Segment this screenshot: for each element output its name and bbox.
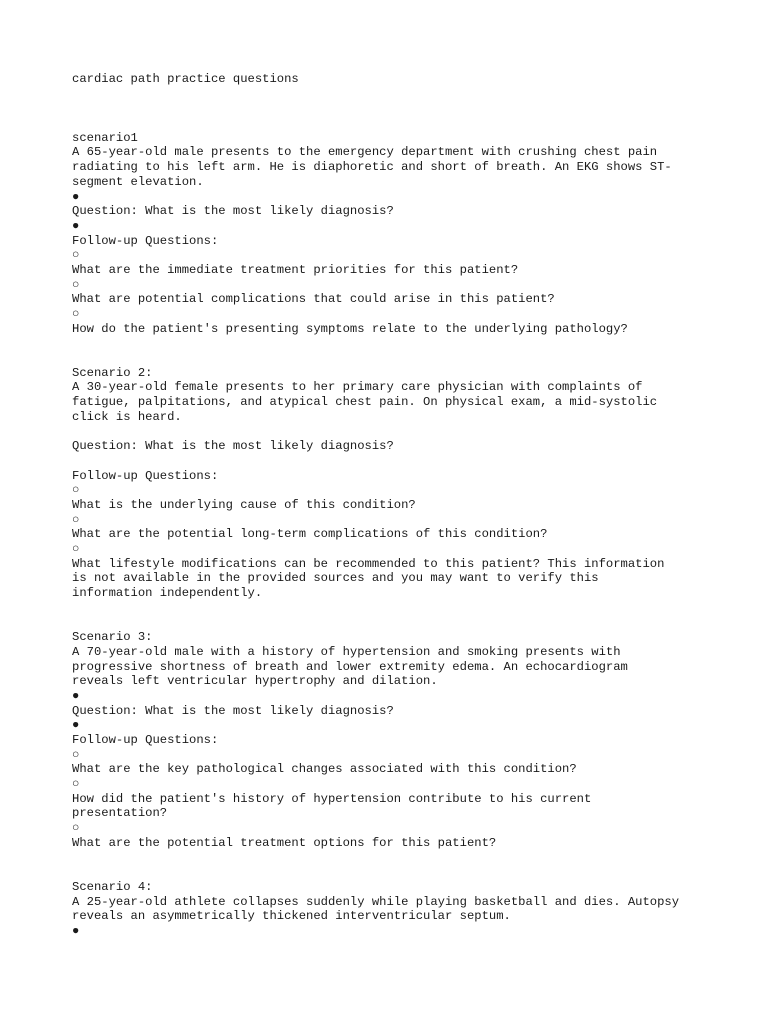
circle-bullet-icon: ○ — [72, 483, 80, 498]
scenario1-followup: What are potential complications that could arise in this patient? — [72, 292, 555, 307]
scenario4-heading: Scenario 4: — [72, 879, 153, 894]
scenario2-question: Question: What is the most likely diagnosis? — [72, 439, 394, 454]
scenario1-case-line: segment elevation. — [72, 174, 204, 189]
bullet-icon: ● — [72, 718, 80, 733]
bullet-icon: ● — [72, 688, 80, 703]
scenario2-case-line: fatigue, palpitations, and atypical chest pain. On physical exam, a mid-systolic — [72, 395, 658, 410]
circle-bullet-icon: ○ — [72, 512, 80, 527]
document-title: cardiac path practice questions — [72, 72, 299, 86]
scenario1-followup: What are the immediate treatment priorities for this patient? — [72, 262, 519, 277]
scenario1-case-line: A 65-year-old male presents to the emergency department with crushing chest pain — [72, 145, 658, 160]
scenario2-heading: Scenario 2: — [72, 365, 153, 380]
circle-bullet-icon: ○ — [72, 248, 80, 263]
circle-bullet-icon: ○ — [72, 747, 80, 762]
scenario3-followup: presentation? — [72, 806, 168, 821]
document-page — [72, 72, 732, 939]
scenario1-heading: scenario1 — [72, 130, 138, 145]
scenario2-followup: What is the underlying cause of this condition? — [72, 497, 416, 512]
circle-bullet-icon: ○ — [72, 307, 80, 321]
scenario2-followup-heading: Follow-up Questions: — [72, 468, 219, 483]
scenario1-followup-heading: Follow-up Questions: — [72, 233, 219, 248]
scenario3-followup: What are the key pathological changes associated with this condition? — [72, 762, 577, 777]
bullet-icon: ● — [72, 923, 80, 938]
scenario3-case-line: reveals left ventricular hypertrophy and dilation. — [72, 674, 438, 689]
scenario2-followup: information independently. — [72, 586, 263, 601]
scenario3-case-line: A 70-year-old male with a history of hypertension and smoking presents with — [72, 644, 621, 659]
scenario4-case-line: A 25-year-old athlete collapses suddenly while playing basketball and dies. Autopsy — [72, 894, 680, 909]
scenario2-followup: What are the potential long-term complications of this condition? — [72, 527, 548, 542]
bullet-icon: ● — [72, 218, 80, 233]
scenario3-followup: What are the potential treatment options for this patient? — [72, 835, 497, 850]
scenario2-followup: What lifestyle modifications can be recommended to this patient? This information — [72, 556, 665, 571]
scenario1-followup: How do the patient's presenting symptoms relate to the underlying pathology? — [72, 321, 628, 336]
scenario1-case-line: radiating to his left arm. He is diaphoretic and short of breath. An EKG shows ST- — [72, 160, 672, 175]
scenario3-followup-heading: Follow-up Questions: — [72, 732, 219, 747]
scenario3-heading: Scenario 3: — [72, 630, 153, 645]
scenario3-case-line: progressive shortness of breath and lower extremity edema. An echocardiogram — [72, 659, 628, 674]
circle-bullet-icon: ○ — [72, 777, 80, 791]
scenario4-case-line: reveals an asymmetrically thickened interventricular septum. — [72, 909, 511, 924]
scenario2-case-line: A 30-year-old female presents to her primary care physician with complaints of — [72, 380, 643, 395]
circle-bullet-icon: ○ — [72, 277, 80, 292]
circle-bullet-icon: ○ — [72, 542, 80, 556]
scenario3-followup: How did the patient's history of hypertension contribute to his current — [72, 791, 592, 806]
circle-bullet-icon: ○ — [72, 821, 80, 836]
scenario2-case-line: click is heard. — [72, 409, 182, 424]
scenario3-question: Question: What is the most likely diagnosis? — [72, 703, 394, 718]
scenario1-question: Question: What is the most likely diagnosis? — [72, 204, 394, 219]
bullet-icon: ● — [72, 189, 80, 204]
scenario2-followup: is not available in the provided sources and you may want to verify this — [72, 571, 599, 586]
